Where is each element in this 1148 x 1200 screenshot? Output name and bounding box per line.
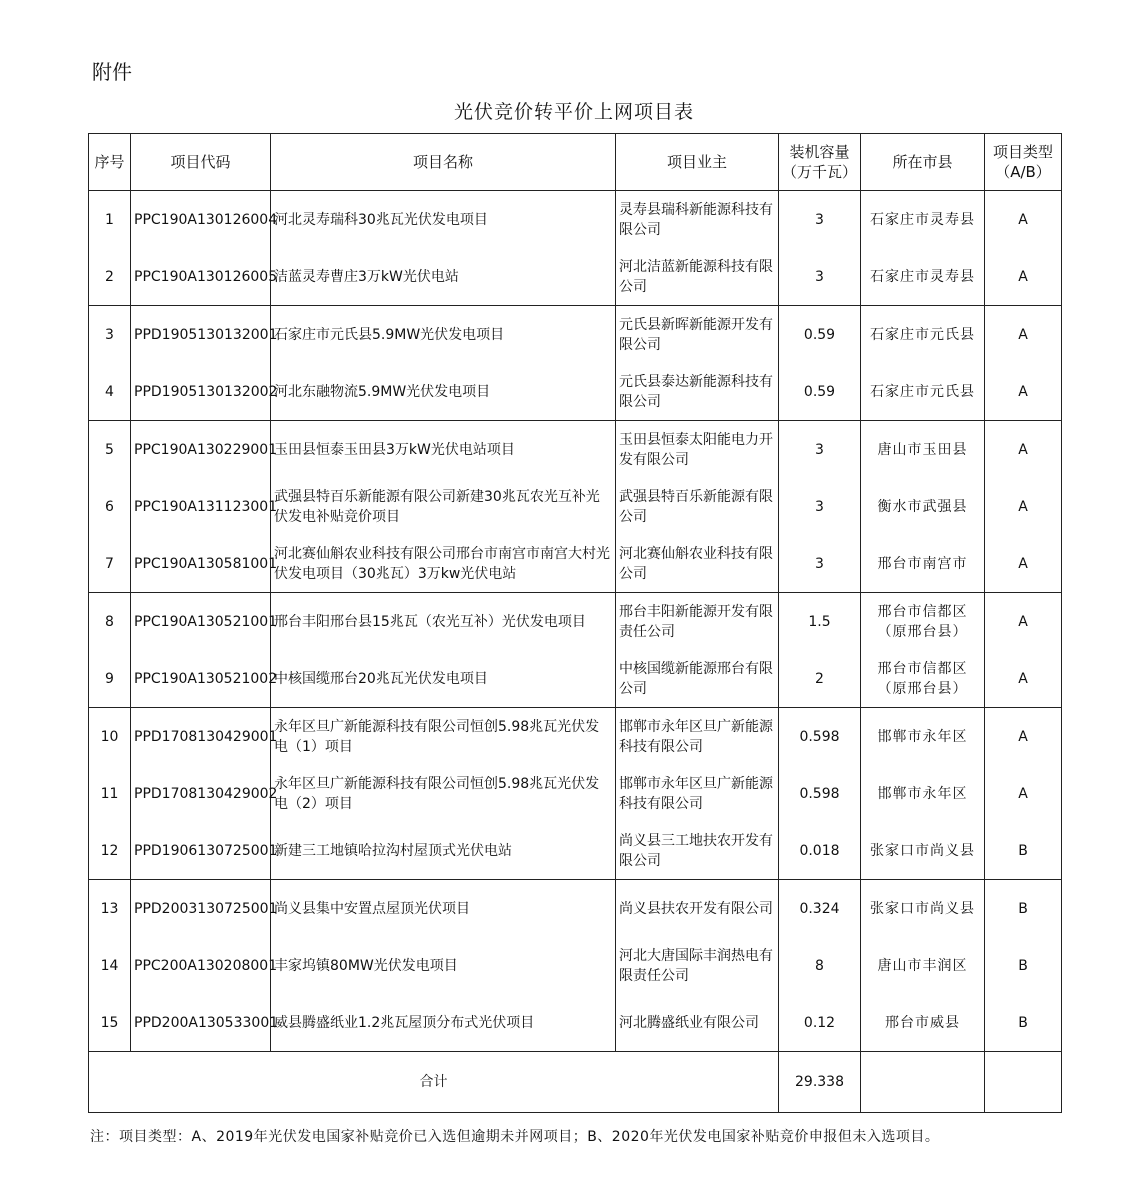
row-code: PPC190A130581001 [131, 535, 271, 593]
row-type: A [985, 306, 1062, 364]
row-location: 衡水市武强县 [861, 478, 985, 535]
row-type: A [985, 421, 1062, 479]
row-type: B [985, 822, 1062, 880]
row-location: 邯郸市永年区 [861, 765, 985, 822]
row-location: 邢台市信都区（原邢台县） [861, 593, 985, 651]
row-type: B [985, 994, 1062, 1052]
row-code: PPC190A130521002 [131, 650, 271, 708]
row-location: 唐山市丰润区 [861, 937, 985, 994]
row-code: PPC190A130126004 [131, 191, 271, 249]
table-row [89, 478, 1062, 535]
row-code: PPD1906130725001 [131, 822, 271, 880]
table-row [89, 421, 1062, 479]
row-project-name: 尚义县集中安置点屋顶光伏项目 [271, 880, 616, 938]
row-seq: 4 [89, 363, 131, 421]
table-row [89, 708, 1062, 766]
table-row [89, 306, 1062, 364]
row-project-name: 永年区旦广新能源科技有限公司恒创5.98兆瓦光伏发电（2）项目 [271, 765, 616, 822]
row-seq: 14 [89, 937, 131, 994]
row-owner: 武强县特百乐新能源有限公司 [616, 478, 779, 535]
row-location: 邢台市南宫市 [861, 535, 985, 593]
row-project-name: 新建三工地镇哈拉沟村屋顶式光伏电站 [271, 822, 616, 880]
row-capacity: 3 [779, 421, 861, 479]
row-capacity: 0.324 [779, 880, 861, 938]
row-type: B [985, 937, 1062, 994]
row-seq: 13 [89, 880, 131, 938]
row-capacity: 3 [779, 535, 861, 593]
table-row [89, 994, 1062, 1052]
row-owner: 中核国缆新能源邢台有限公司 [616, 650, 779, 708]
total-capacity: 29.338 [779, 1052, 861, 1113]
row-capacity: 0.018 [779, 822, 861, 880]
row-project-name: 河北东融物流5.9MW光伏发电项目 [271, 363, 616, 421]
row-project-name: 中核国缆邢台20兆瓦光伏发电项目 [271, 650, 616, 708]
row-location: 邢台市威县 [861, 994, 985, 1052]
row-project-name: 威县腾盛纸业1.2兆瓦屋顶分布式光伏项目 [271, 994, 616, 1052]
header-row [89, 134, 1062, 191]
row-type: A [985, 593, 1062, 651]
row-project-name: 邢台丰阳邢台县15兆瓦（农光互补）光伏发电项目 [271, 593, 616, 651]
row-type: B [985, 880, 1062, 938]
row-owner: 元氏县新晖新能源开发有限公司 [616, 306, 779, 364]
row-seq: 5 [89, 421, 131, 479]
row-seq: 10 [89, 708, 131, 766]
table-row [89, 535, 1062, 593]
row-capacity: 3 [779, 478, 861, 535]
row-owner: 邯郸市永年区旦广新能源科技有限公司 [616, 708, 779, 766]
header-type-line2: （A/B） [995, 163, 1051, 181]
row-project-name: 玉田县恒泰玉田县3万kW光伏电站项目 [271, 421, 616, 479]
project-table [88, 133, 1062, 1113]
row-location: 石家庄市元氏县 [861, 363, 985, 421]
row-project-name: 石家庄市元氏县5.9MW光伏发电项目 [271, 306, 616, 364]
header-code: 项目代码 [131, 134, 271, 191]
header-capacity [779, 134, 861, 191]
row-owner: 河北大唐国际丰润热电有限责任公司 [616, 937, 779, 994]
row-project-name: 永年区旦广新能源科技有限公司恒创5.98兆瓦光伏发电（1）项目 [271, 708, 616, 766]
row-code: PPD1708130429001 [131, 708, 271, 766]
row-project-name: 丰家坞镇80MW光伏发电项目 [271, 937, 616, 994]
row-project-name: 河北赛仙斛农业科技有限公司邢台市南宫市南宫大村光伏发电项目（30兆瓦）3万kw光伏电站 [271, 535, 616, 593]
header-name: 项目名称 [271, 134, 616, 191]
row-seq: 15 [89, 994, 131, 1052]
row-code: PPC190A131123001 [131, 478, 271, 535]
row-type: A [985, 535, 1062, 593]
row-capacity: 0.59 [779, 363, 861, 421]
row-owner: 玉田县恒泰太阳能电力开发有限公司 [616, 421, 779, 479]
row-owner: 河北腾盛纸业有限公司 [616, 994, 779, 1052]
table-row [89, 248, 1062, 306]
table-row [89, 191, 1062, 249]
row-owner: 灵寿县瑞科新能源科技有限公司 [616, 191, 779, 249]
row-location: 张家口市尚义县 [861, 880, 985, 938]
header-seq: 序号 [89, 134, 131, 191]
row-code: PPD1905130132001 [131, 306, 271, 364]
row-seq: 7 [89, 535, 131, 593]
header-owner: 项目业主 [616, 134, 779, 191]
row-type: A [985, 363, 1062, 421]
row-capacity: 0.12 [779, 994, 861, 1052]
table-row [89, 937, 1062, 994]
table-row [89, 363, 1062, 421]
row-capacity: 0.598 [779, 708, 861, 766]
row-capacity: 2 [779, 650, 861, 708]
table-title: 光伏竞价转平价上网项目表 [453, 101, 694, 123]
row-location: 邯郸市永年区 [861, 708, 985, 766]
row-type: A [985, 191, 1062, 249]
row-owner: 河北洁蓝新能源科技有限公司 [616, 248, 779, 306]
row-code: PPD2003130725001 [131, 880, 271, 938]
row-seq: 1 [89, 191, 131, 249]
header-capacity-line2: （万千瓦） [782, 163, 858, 181]
row-capacity: 0.59 [779, 306, 861, 364]
row-code: PPC190A130521001 [131, 593, 271, 651]
table-row [89, 822, 1062, 880]
total-location-empty [861, 1052, 985, 1113]
row-code: PPC190A130229001 [131, 421, 271, 479]
table-row [89, 765, 1062, 822]
total-row [89, 1052, 1062, 1113]
row-seq: 11 [89, 765, 131, 822]
row-seq: 12 [89, 822, 131, 880]
row-type: A [985, 708, 1062, 766]
row-location: 石家庄市灵寿县 [861, 248, 985, 306]
row-type: A [985, 765, 1062, 822]
table-row [89, 880, 1062, 938]
row-capacity: 1.5 [779, 593, 861, 651]
row-code: PPD1708130429002 [131, 765, 271, 822]
header-capacity-line1: 装机容量 [789, 143, 850, 161]
row-code: PPD1905130132002 [131, 363, 271, 421]
row-type: A [985, 478, 1062, 535]
row-location: 石家庄市元氏县 [861, 306, 985, 364]
row-capacity: 0.598 [779, 765, 861, 822]
row-owner: 尚义县三工地扶农开发有限公司 [616, 822, 779, 880]
header-type [985, 134, 1062, 191]
row-owner: 邢台丰阳新能源开发有限责任公司 [616, 593, 779, 651]
row-location: 唐山市玉田县 [861, 421, 985, 479]
table-row [89, 593, 1062, 651]
total-type-empty [985, 1052, 1062, 1113]
row-type: A [985, 650, 1062, 708]
row-type: A [985, 248, 1062, 306]
row-capacity: 3 [779, 191, 861, 249]
total-label: 合计 [89, 1052, 779, 1113]
row-location: 张家口市尚义县 [861, 822, 985, 880]
row-seq: 9 [89, 650, 131, 708]
row-code: PPC200A130208001 [131, 937, 271, 994]
row-capacity: 3 [779, 248, 861, 306]
row-seq: 3 [89, 306, 131, 364]
header-location: 所在市县 [861, 134, 985, 191]
row-seq: 2 [89, 248, 131, 306]
row-seq: 6 [89, 478, 131, 535]
row-owner: 尚义县扶农开发有限公司 [616, 880, 779, 938]
row-owner: 邯郸市永年区旦广新能源科技有限公司 [616, 765, 779, 822]
row-project-name: 河北灵寿瑞科30兆瓦光伏发电项目 [271, 191, 616, 249]
row-project-name: 武强县特百乐新能源有限公司新建30兆瓦农光互补光伏发电补贴竞价项目 [271, 478, 616, 535]
row-code: PPC190A130126005 [131, 248, 271, 306]
footnote: 注：项目类型：A、2019年光伏发电国家补贴竞价已入选但逾期未并网项目；B、2020年光伏发电国家补贴竞价申报但未入选项目。 [90, 1129, 940, 1145]
row-location: 邢台市信都区（原邢台县） [861, 650, 985, 708]
row-seq: 8 [89, 593, 131, 651]
row-location: 石家庄市灵寿县 [861, 191, 985, 249]
header-type-line1: 项目类型 [992, 143, 1053, 161]
table-row [89, 650, 1062, 708]
attachment-label: 附件 [92, 60, 132, 84]
row-project-name: 洁蓝灵寿曹庄3万kW光伏电站 [271, 248, 616, 306]
row-code: PPD200A130533001 [131, 994, 271, 1052]
row-owner: 元氏县泰达新能源科技有限公司 [616, 363, 779, 421]
row-capacity: 8 [779, 937, 861, 994]
row-owner: 河北赛仙斛农业科技有限公司 [616, 535, 779, 593]
